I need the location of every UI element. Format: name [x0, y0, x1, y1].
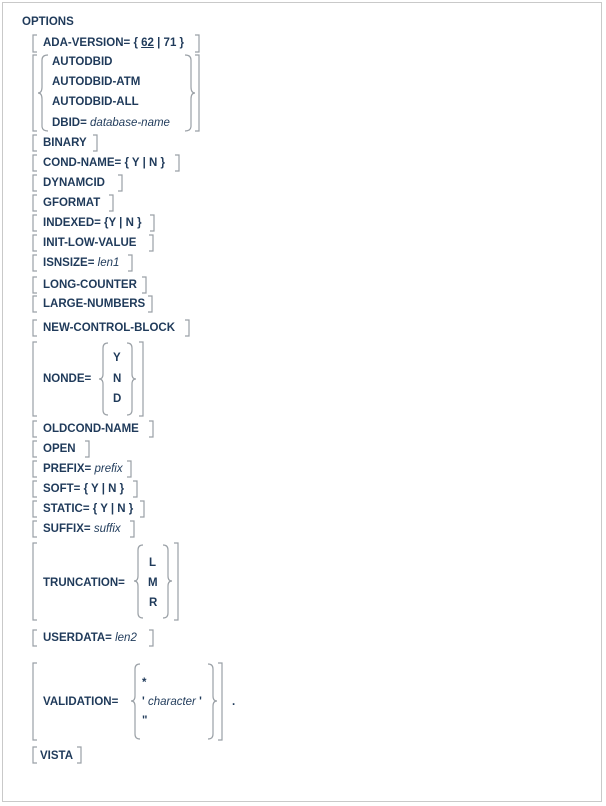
- bracket-right: [130, 521, 134, 537]
- bracket-left: [33, 135, 37, 151]
- autodbid-all-option: AUTODBID-ALL: [52, 96, 139, 108]
- init-low-value-clause: INIT-LOW-VALUE: [43, 237, 137, 249]
- autodbid-atm-option: AUTODBID-ATM: [52, 76, 141, 88]
- bracket-left: [33, 195, 37, 211]
- bracket-right: [195, 35, 199, 52]
- prefix-keyword: PREFIX=: [43, 463, 92, 475]
- brace-right: [208, 664, 217, 739]
- indexed-keyword: INDEXED=: [43, 217, 101, 229]
- cond-name-values: { Y | N }: [124, 157, 165, 169]
- bracket-right: [150, 215, 154, 231]
- large-numbers-clause: LARGE-NUMBERS: [43, 298, 146, 310]
- isnsize-clause: [43, 256, 119, 270]
- autodbid-option: AUTODBID: [52, 56, 113, 68]
- ada-version-keyword: ADA-VERSION=: [43, 37, 131, 49]
- truncation-keyword: TRUNCATION=: [43, 577, 125, 589]
- bracket-left: [33, 175, 37, 191]
- userdata-clause: [43, 631, 137, 645]
- bracket-right: [77, 747, 81, 763]
- bracket-right: [85, 441, 89, 457]
- bracket-right: [174, 543, 178, 620]
- quote-open: ': [142, 696, 145, 708]
- cond-name-clause: [43, 156, 165, 170]
- separator: |: [157, 37, 161, 49]
- bracket-right: [149, 235, 153, 251]
- indexed-values: {Y | N }: [104, 217, 142, 229]
- bracket-left: [33, 277, 37, 293]
- isnsize-keyword: ISNSIZE=: [43, 257, 95, 269]
- userdata-keyword: USERDATA=: [43, 632, 112, 644]
- bracket-right: [149, 421, 153, 437]
- validation-keyword: VALIDATION=: [43, 696, 119, 708]
- cond-name-keyword: COND-NAME=: [43, 157, 122, 169]
- nonde-option-d: D: [113, 393, 122, 405]
- ada-version-option: 71: [163, 37, 177, 49]
- dbid-value: database-name: [90, 117, 170, 129]
- static-values: { Y | N }: [92, 503, 134, 515]
- bracket-left: [33, 630, 37, 646]
- bracket-right: [128, 255, 132, 271]
- userdata-value: len2: [115, 632, 137, 644]
- truncation-option-l: L: [149, 557, 157, 569]
- truncation-option-m: M: [148, 577, 158, 589]
- bracket-right: [175, 155, 179, 171]
- bracket-right: [185, 320, 189, 336]
- long-counter-clause: LONG-COUNTER: [43, 279, 137, 291]
- binary-clause: BINARY: [43, 137, 87, 149]
- oldcond-name-clause: OLDCOND-NAME: [43, 423, 139, 435]
- validation-character-value: character: [147, 696, 196, 708]
- ada-version-clause: [43, 36, 184, 50]
- soft-keyword: SOFT=: [43, 483, 81, 495]
- bracket-right: [139, 342, 143, 416]
- validation-option-asterisk: *: [142, 677, 147, 689]
- dbid-option: [52, 116, 170, 130]
- validation-option-character: [142, 695, 202, 709]
- dbid-keyword: DBID=: [52, 117, 87, 129]
- bracket-right: [133, 481, 137, 497]
- indexed-clause: [43, 216, 142, 230]
- brace-left: [131, 664, 140, 739]
- suffix-clause: [43, 522, 121, 536]
- new-control-block-clause: NEW-CONTROL-BLOCK: [43, 322, 175, 334]
- isnsize-value: len1: [97, 257, 120, 269]
- bracket-left: [33, 543, 37, 620]
- open-clause: OPEN: [43, 443, 76, 455]
- bracket-right: [118, 175, 122, 191]
- brace-open: {: [133, 37, 138, 49]
- options-heading: OPTIONS: [22, 16, 74, 28]
- truncation-option-r: R: [149, 597, 158, 609]
- bracket-right: [127, 461, 131, 477]
- bracket-left: [33, 215, 37, 231]
- bracket-right: [140, 501, 144, 517]
- bracket-right: [218, 663, 222, 740]
- bracket-left: [33, 747, 37, 763]
- bracket-left: [33, 481, 37, 497]
- brace-right: [127, 343, 136, 415]
- bracket-left: [33, 421, 37, 437]
- brace-right: [185, 55, 195, 131]
- bracket-right: [149, 630, 153, 646]
- bracket-left: [33, 663, 37, 740]
- soft-clause: [43, 482, 124, 496]
- validation-option-double-quote: ": [142, 715, 148, 727]
- vista-clause: VISTA: [40, 750, 74, 762]
- prefix-clause: [43, 462, 123, 476]
- bracket-left: [33, 521, 37, 537]
- bracket-left: [33, 155, 37, 171]
- bracket-right: [195, 55, 199, 131]
- prefix-value: prefix: [94, 463, 123, 475]
- static-keyword: STATIC=: [43, 503, 90, 515]
- soft-values: { Y | N }: [83, 483, 125, 495]
- gformat-clause: GFORMAT: [43, 197, 101, 209]
- bracket-right: [142, 277, 146, 293]
- static-clause: [43, 502, 133, 516]
- nonde-keyword: NONDE=: [43, 373, 92, 385]
- bracket-left: [33, 55, 37, 131]
- bracket-left: [33, 320, 37, 336]
- bracket-right: [93, 135, 97, 151]
- brace-left: [134, 545, 143, 618]
- suffix-value: suffix: [93, 523, 121, 535]
- quote-close: ': [199, 696, 202, 708]
- bracket-left: [33, 296, 37, 312]
- bracket-right: [148, 296, 152, 312]
- dynamcid-clause: DYNAMCID: [43, 177, 105, 189]
- nonde-option-y: Y: [113, 352, 121, 364]
- bracket-left: [33, 255, 37, 271]
- brace-close: }: [179, 37, 185, 49]
- bracket-left: [33, 501, 37, 517]
- statement-terminator: .: [232, 696, 236, 708]
- bracket-left: [33, 441, 37, 457]
- suffix-keyword: SUFFIX=: [43, 523, 91, 535]
- bracket-left: [33, 461, 37, 477]
- brace-right: [163, 545, 172, 618]
- brace-left: [38, 55, 48, 131]
- bracket-right: [109, 195, 113, 211]
- bracket-left: [33, 35, 37, 52]
- nonde-option-n: N: [113, 373, 122, 385]
- brace-left: [99, 343, 108, 415]
- bracket-left: [33, 342, 37, 416]
- bracket-left: [33, 235, 37, 251]
- ada-version-default: 62: [141, 37, 154, 49]
